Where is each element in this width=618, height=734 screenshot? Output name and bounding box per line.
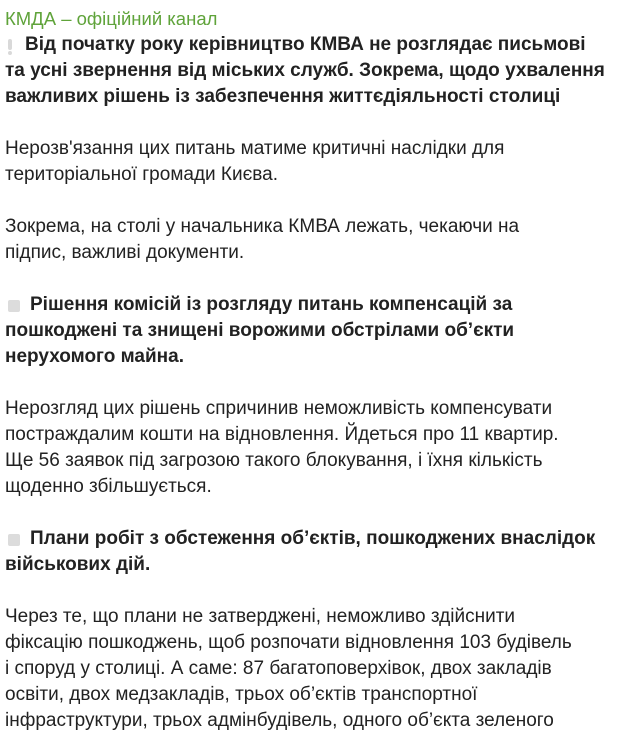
paragraph-gap [5, 188, 615, 214]
item2-body-line: інфраструктури, трьох адмінбудівель, одного об’єкта зеленого [5, 710, 554, 731]
paragraph-gap [5, 500, 615, 526]
item2-body-line: і споруд у столиці. А саме: 87 багатоповерхівок, двох закладів [5, 658, 552, 679]
paragraph-consequences [5, 136, 615, 188]
channel-name-link[interactable]: КМДА – офіційний канал [5, 8, 218, 29]
item1-body [5, 396, 615, 500]
paragraph-line: територіальної громади Києва. [5, 164, 279, 185]
item2-title [5, 526, 615, 578]
item1-body-line: постраждалим кошти на відновлення. Йдеться про 11 квартир. [5, 424, 559, 445]
white-exclamation-icon [5, 32, 15, 58]
paragraph-gap [5, 110, 615, 136]
item2-title-line [5, 526, 615, 552]
item1-body-line: Нерозгляд цих рішень спричинив неможливість компенсувати [5, 398, 553, 419]
paragraph-line: підпис, важливі документи. [5, 242, 245, 263]
item1-title-text: Рішення комісій із розгляду питань компенсацій за [30, 294, 513, 315]
item1-body-line: Ще 56 заявок під загрозою такого блокування, і їхня кількість [5, 450, 543, 471]
paragraph-gap [5, 578, 615, 604]
item2-title-line: військових дій. [5, 554, 151, 575]
paragraph-documents [5, 214, 615, 266]
intro-line-text: Від початку року керівництво КМВА не розглядає письмові [25, 34, 586, 55]
item1-body-line: щоденно збільшується. [5, 476, 212, 497]
intro-line: важливих рішень із забезпечення життєдіяльності столиці [5, 86, 561, 107]
intro-paragraph [5, 32, 615, 110]
item2-body [5, 604, 615, 734]
item1-title-line: пошкоджені та знищені ворожими обстрілами об’єкти [5, 320, 515, 341]
item1-title-line [5, 292, 615, 318]
intro-line: та усні звернення від міських служб. Зокрема, щодо ухвалення [5, 60, 605, 81]
item1-title [5, 292, 615, 370]
item1-title-line: нерухомого майна. [5, 346, 184, 367]
paragraph-gap [5, 266, 615, 292]
white-square-icon [8, 534, 20, 546]
item2-body-line: Через те, що плани не затверджені, неможливо здійснити [5, 606, 516, 627]
item2-body-line: фіксацію пошкоджень, щоб розпочати відновлення 103 будівель [5, 632, 572, 653]
paragraph-gap [5, 370, 615, 396]
intro-line [5, 32, 615, 58]
white-square-icon [8, 300, 20, 312]
item2-title-text: Плани робіт з обстеження об’єктів, пошкоджених внаслідок [30, 528, 596, 549]
paragraph-line: Нерозв'язання цих питань матиме критичні наслідки для [5, 138, 505, 159]
paragraph-line: Зокрема, на столі у начальника КМВА лежать, чекаючи на [5, 216, 520, 237]
item2-body-line: освіти, двох медзакладів, трьох об’єктів транспортної [5, 684, 478, 705]
channel-post [5, 6, 615, 734]
